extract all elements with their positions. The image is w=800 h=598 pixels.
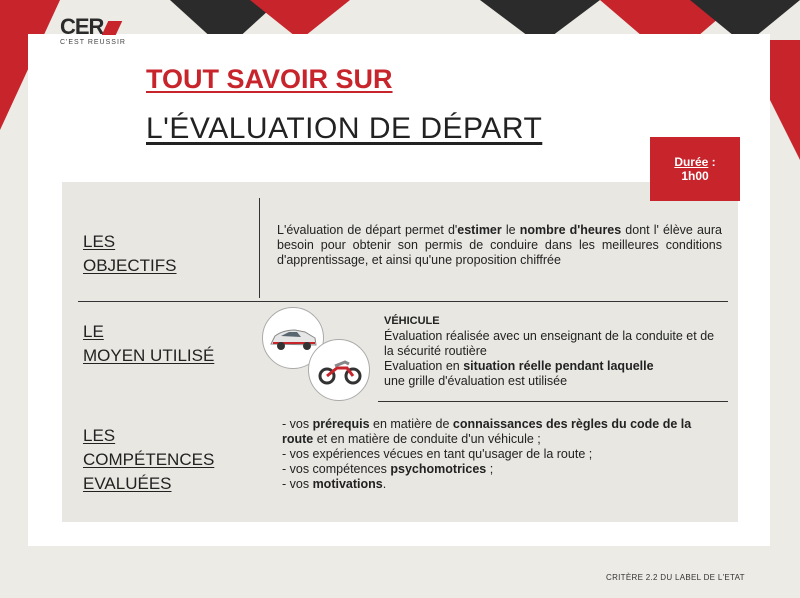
duration-value: 1h00 bbox=[681, 169, 709, 183]
skills-label bbox=[83, 424, 214, 496]
objectives-label-line2: OBJECTIFS bbox=[83, 256, 177, 275]
logo-mark-icon bbox=[102, 21, 123, 35]
means-label-line1: LE bbox=[83, 322, 104, 341]
means-line2: Evaluation en situation réelle pendant laquelle bbox=[384, 359, 654, 373]
means-line3: une grille d'évaluation est utilisée bbox=[384, 374, 568, 388]
column-divider bbox=[259, 198, 260, 298]
skills-item-3: - vos compétences psychomotrices ; bbox=[282, 462, 494, 476]
means-text bbox=[384, 314, 724, 389]
skills-label-line3: EVALUÉES bbox=[83, 474, 172, 493]
means-heading: VÉHICULE bbox=[384, 315, 440, 327]
duration-badge bbox=[650, 137, 740, 201]
logo-text: CER bbox=[60, 14, 104, 39]
title-line-1: TOUT SAVOIR SUR bbox=[146, 64, 393, 94]
row-divider bbox=[378, 401, 728, 402]
objectives-label-line1: LES bbox=[83, 232, 116, 251]
logo-tagline: C'EST REUSSIR bbox=[60, 39, 126, 46]
skills-item-2: - vos expériences vécues en tant qu'usager de la route ; bbox=[282, 447, 593, 461]
skills-label-line2: COMPÉTENCES bbox=[83, 450, 215, 469]
means-label-line2: MOYEN UTILISÉ bbox=[83, 346, 215, 365]
title-line-2: L'ÉVALUATION DE DÉPART bbox=[146, 112, 543, 145]
means-label bbox=[83, 320, 214, 368]
skills-item-1: - vos prérequis en matière de connaissances des règles du code de la route et en matière de conduite d'un véhicule ; bbox=[282, 417, 692, 446]
duration-label: Durée bbox=[674, 155, 709, 169]
skills-list bbox=[282, 417, 724, 492]
footer-label: CRITÈRE 2.2 DU LABEL DE L'ETAT bbox=[606, 573, 745, 582]
objectives-text: L'évaluation de départ permet d'estimer le nombre d'heures dont l' élève aura besoin pour obtenir son permis de conduire dans les meilleures conditions d'apprentissage, et ainsi qu'une proposition chiffrée bbox=[277, 223, 722, 267]
skills-label-line1: LES bbox=[83, 426, 116, 445]
row-divider bbox=[78, 301, 728, 302]
skills-item-4: - vos motivations. bbox=[282, 477, 387, 491]
motorcycle-icon bbox=[308, 339, 370, 401]
cer-logo bbox=[60, 14, 126, 46]
objectives-label bbox=[83, 230, 177, 278]
means-line1: Évaluation réalisée avec un enseignant de la conduite et de la sécurité routière bbox=[384, 329, 715, 358]
duration-colon: : bbox=[708, 155, 716, 169]
